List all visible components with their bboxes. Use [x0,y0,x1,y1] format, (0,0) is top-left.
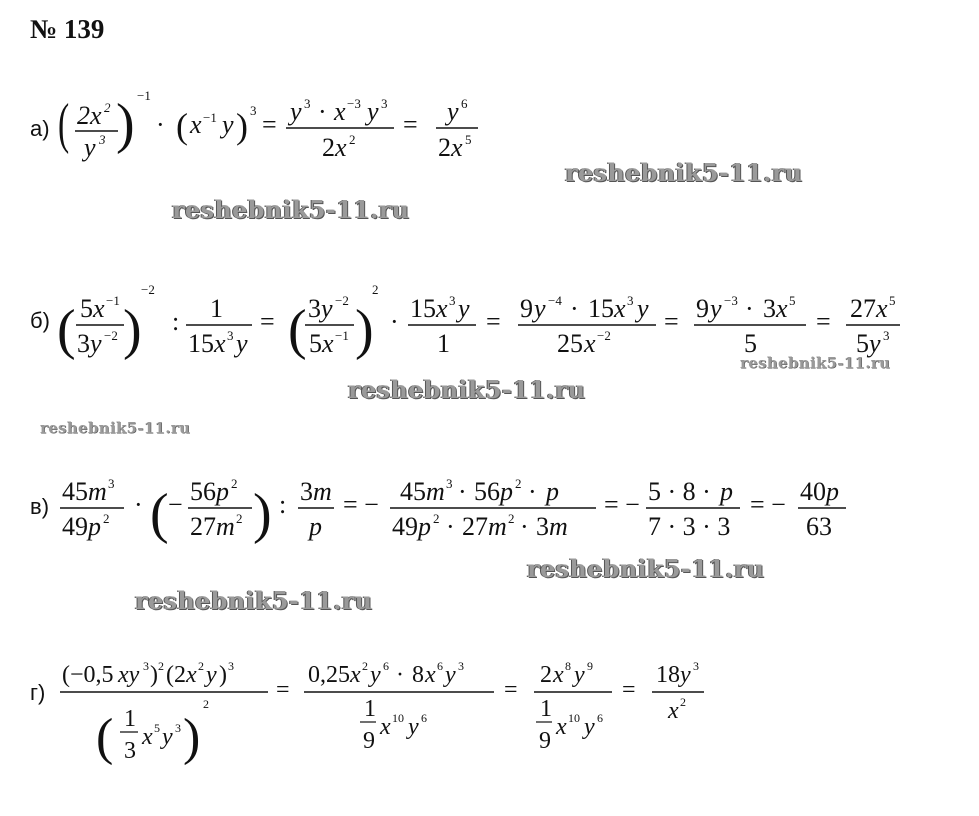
svg-text:y: y [370,662,381,688]
watermark: reshebnik5-11.ru [565,158,803,187]
svg-text:3: 3 [175,721,181,735]
problem-label-g: г) [30,680,46,705]
svg-text:6: 6 [383,659,389,673]
svg-text:6: 6 [437,659,443,673]
svg-text:8: 8 [565,659,571,673]
svg-text:3: 3 [627,293,634,308]
svg-text:·: · [458,477,467,506]
svg-text:3: 3 [304,96,311,111]
svg-text:m: m [488,512,507,541]
svg-text:(: ( [150,483,169,545]
svg-text:p: p [720,477,733,506]
svg-text:y: y [584,714,595,740]
svg-text:2x: 2x [77,101,102,130]
svg-text:45: 45 [62,477,88,506]
svg-text:·: · [396,662,404,688]
svg-text:=: = [403,110,418,139]
svg-text:27: 27 [462,512,488,541]
svg-text:x: x [350,662,361,688]
watermark: reshebnik5-11.ru [40,419,191,437]
svg-text:5: 5 [154,721,160,735]
svg-text:·: · [520,512,529,541]
watermark: reshebnik5-11.ru [740,354,891,372]
svg-text:m: m [549,512,568,541]
svg-text:49: 49 [392,512,418,541]
svg-text:5: 5 [744,329,757,358]
svg-text:5: 5 [309,329,322,358]
svg-text:p: p [309,512,322,541]
svg-text:3: 3 [458,659,464,673]
svg-text:2: 2 [540,662,552,688]
svg-text:−2: −2 [104,328,118,343]
svg-text:p: p [500,477,513,506]
svg-text:=: = [276,677,290,703]
svg-text:2: 2 [198,659,204,673]
svg-text:y: y [162,724,173,750]
svg-text:−2: −2 [335,293,349,308]
svg-text:= −: = − [604,490,640,519]
svg-text:−1: −1 [203,110,217,125]
svg-text:3: 3 [124,738,136,764]
svg-text:(: ( [57,299,76,361]
svg-text:x: x [335,133,347,162]
svg-text:1: 1 [540,696,552,722]
svg-text:x: x [776,294,788,323]
svg-text:y: y [574,662,585,688]
svg-text:·: · [528,477,537,506]
svg-text:x: x [93,294,105,323]
svg-text:49: 49 [62,512,88,541]
svg-text:x: x [142,724,153,750]
svg-text:p: p [418,512,431,541]
svg-text:·: · [570,294,579,323]
svg-text:10: 10 [568,711,580,725]
svg-text:p: p [216,477,229,506]
svg-text:−: − [168,490,183,519]
svg-text:x: x [668,698,679,724]
svg-text:45: 45 [400,477,426,506]
svg-text:x: x [322,329,334,358]
svg-text:y: y [869,329,881,358]
svg-text:2: 2 [158,659,164,673]
svg-text:18: 18 [656,662,680,688]
svg-text:x: x [556,714,567,740]
svg-text:x: x [584,329,596,358]
svg-text:3: 3 [250,103,257,118]
svg-text:(: ( [96,709,114,766]
svg-text:·: · [318,97,327,126]
svg-text:y: y [290,97,302,126]
svg-text:5: 5 [856,329,869,358]
svg-text:7 · 3 · 3: 7 · 3 · 3 [648,512,731,541]
svg-text:−1: −1 [137,88,151,103]
watermark: reshebnik5-11.ru [527,554,765,583]
svg-text:2: 2 [203,697,209,711]
svg-text:y: y [458,294,470,323]
svg-text::: : [172,307,180,336]
svg-text:x: x [436,294,448,323]
svg-text:=: = [664,307,679,336]
svg-text:6: 6 [421,711,427,725]
svg-text:3: 3 [381,96,388,111]
svg-text:y: y [236,329,248,358]
svg-text:3: 3 [536,512,549,541]
svg-text:y: y [408,714,419,740]
svg-text:−2: −2 [141,282,155,297]
svg-text:m: m [88,477,107,506]
svg-text:5: 5 [465,132,472,147]
svg-text:): ) [116,93,135,155]
svg-text:2: 2 [349,132,356,147]
svg-text:15: 15 [410,294,436,323]
svg-text:9: 9 [363,728,375,754]
svg-text:3: 3 [449,293,456,308]
svg-text:(−0,5: (−0,5 [62,662,114,688]
svg-text:·: · [745,294,754,323]
svg-text:5 · 8 ·: 5 · 8 · [648,477,711,506]
svg-text:): ) [219,662,227,688]
svg-text:6: 6 [597,711,603,725]
svg-text:−3: −3 [347,96,361,111]
svg-text:(2: (2 [166,662,186,688]
svg-text:−3: −3 [724,293,738,308]
svg-text:3: 3 [300,477,313,506]
svg-text:y: y [206,662,217,688]
svg-text:= −: = − [750,490,786,519]
svg-text:·: · [134,490,143,519]
svg-text:y: y [321,294,333,323]
watermark: reshebnik5-11.ru [135,586,373,615]
svg-text:y: y [367,97,379,126]
problem-label-a: а) [30,116,50,141]
svg-text:56: 56 [190,477,216,506]
svg-text:2: 2 [372,282,379,297]
watermark: reshebnik5-11.ru [172,195,410,224]
problem-label-v: в) [30,494,50,519]
svg-text:0,25: 0,25 [308,662,350,688]
problem-label-b: б) [30,308,50,333]
svg-text:=: = [260,307,275,336]
svg-text:9: 9 [520,294,533,323]
svg-text:): ) [355,299,374,361]
svg-text:9: 9 [539,728,551,754]
svg-text:y: y [710,294,722,323]
svg-text:3: 3 [446,476,453,491]
svg-text:x: x [553,662,564,688]
svg-text:y: y [637,294,649,323]
svg-text:−1: −1 [106,293,120,308]
svg-text:25: 25 [557,329,583,358]
svg-text:·: · [446,512,455,541]
svg-text::: : [279,490,287,519]
svg-text:xy: xy [118,662,140,688]
svg-text:p: p [88,512,101,541]
svg-text:2: 2 [231,476,238,491]
svg-text:3: 3 [77,329,90,358]
svg-text:y: y [222,110,234,139]
svg-text:1: 1 [437,329,450,358]
svg-text:2: 2 [515,476,522,491]
svg-text:3: 3 [99,132,106,147]
svg-text:m: m [216,512,235,541]
svg-text:3: 3 [143,659,149,673]
svg-text:10: 10 [392,711,404,725]
svg-text:−4: −4 [548,293,562,308]
svg-text:8: 8 [412,662,424,688]
svg-text:2: 2 [438,133,451,162]
svg-text:27: 27 [850,294,876,323]
svg-text:1: 1 [364,696,376,722]
svg-text:40: 40 [800,477,826,506]
svg-text:): ) [150,662,158,688]
svg-text:15: 15 [188,329,214,358]
svg-text:2: 2 [322,133,335,162]
svg-text:y: y [90,329,102,358]
svg-text:): ) [236,106,248,146]
svg-text:56: 56 [474,477,500,506]
svg-text:=: = [262,110,277,139]
svg-text:=: = [504,677,518,703]
svg-text:y: y [447,97,459,126]
svg-text:3: 3 [693,659,699,673]
svg-text:x: x [186,662,197,688]
svg-text:5: 5 [80,294,93,323]
problem-number: № 139 [30,14,105,44]
svg-text:2: 2 [433,511,440,526]
svg-text:2: 2 [362,659,368,673]
svg-text:9: 9 [587,659,593,673]
svg-text:3: 3 [883,328,890,343]
svg-text:(: ( [176,106,188,146]
svg-text:−1: −1 [335,328,349,343]
svg-text:p: p [826,477,839,506]
svg-text:x: x [190,110,202,139]
svg-text:·: · [156,110,165,139]
svg-text:15: 15 [588,294,614,323]
svg-text:3: 3 [227,328,234,343]
svg-text:1: 1 [124,706,136,732]
svg-text:−2: −2 [597,328,611,343]
svg-text:2: 2 [680,695,686,709]
svg-text:27: 27 [190,512,216,541]
svg-text:9: 9 [696,294,709,323]
svg-text:y: y [84,133,96,162]
svg-text:3: 3 [308,294,321,323]
svg-text:x: x [876,294,888,323]
svg-text:m: m [426,477,445,506]
svg-text:x: x [614,294,626,323]
svg-text:·: · [390,307,399,336]
svg-text:y: y [534,294,546,323]
svg-text:=: = [816,307,831,336]
svg-text:2: 2 [103,511,110,526]
svg-text:6: 6 [461,96,468,111]
svg-text:2: 2 [104,100,111,115]
svg-text:5: 5 [789,293,796,308]
svg-text:p: p [546,477,559,506]
svg-text:x: x [380,714,391,740]
svg-text:= −: = − [343,490,379,519]
svg-text:2: 2 [508,511,515,526]
svg-text:63: 63 [806,512,832,541]
svg-text:x: x [334,97,346,126]
svg-text:x: x [425,662,436,688]
svg-text:x: x [214,329,226,358]
svg-text:): ) [253,483,272,545]
svg-text:(: ( [58,92,70,155]
svg-text:y: y [445,662,456,688]
svg-text:=: = [486,307,501,336]
svg-text:m: m [313,477,332,506]
svg-text:=: = [622,677,636,703]
svg-text:x: x [451,133,463,162]
watermark: reshebnik5-11.ru [348,375,586,404]
svg-text:(: ( [288,299,307,361]
svg-text:3: 3 [108,476,115,491]
svg-text:3: 3 [763,294,776,323]
svg-text:2: 2 [236,511,243,526]
svg-text:5: 5 [889,293,896,308]
svg-text:y: y [680,662,691,688]
svg-text:): ) [123,299,142,361]
svg-text:): ) [183,709,201,766]
svg-text:1: 1 [210,294,223,323]
svg-text:3: 3 [228,659,234,673]
